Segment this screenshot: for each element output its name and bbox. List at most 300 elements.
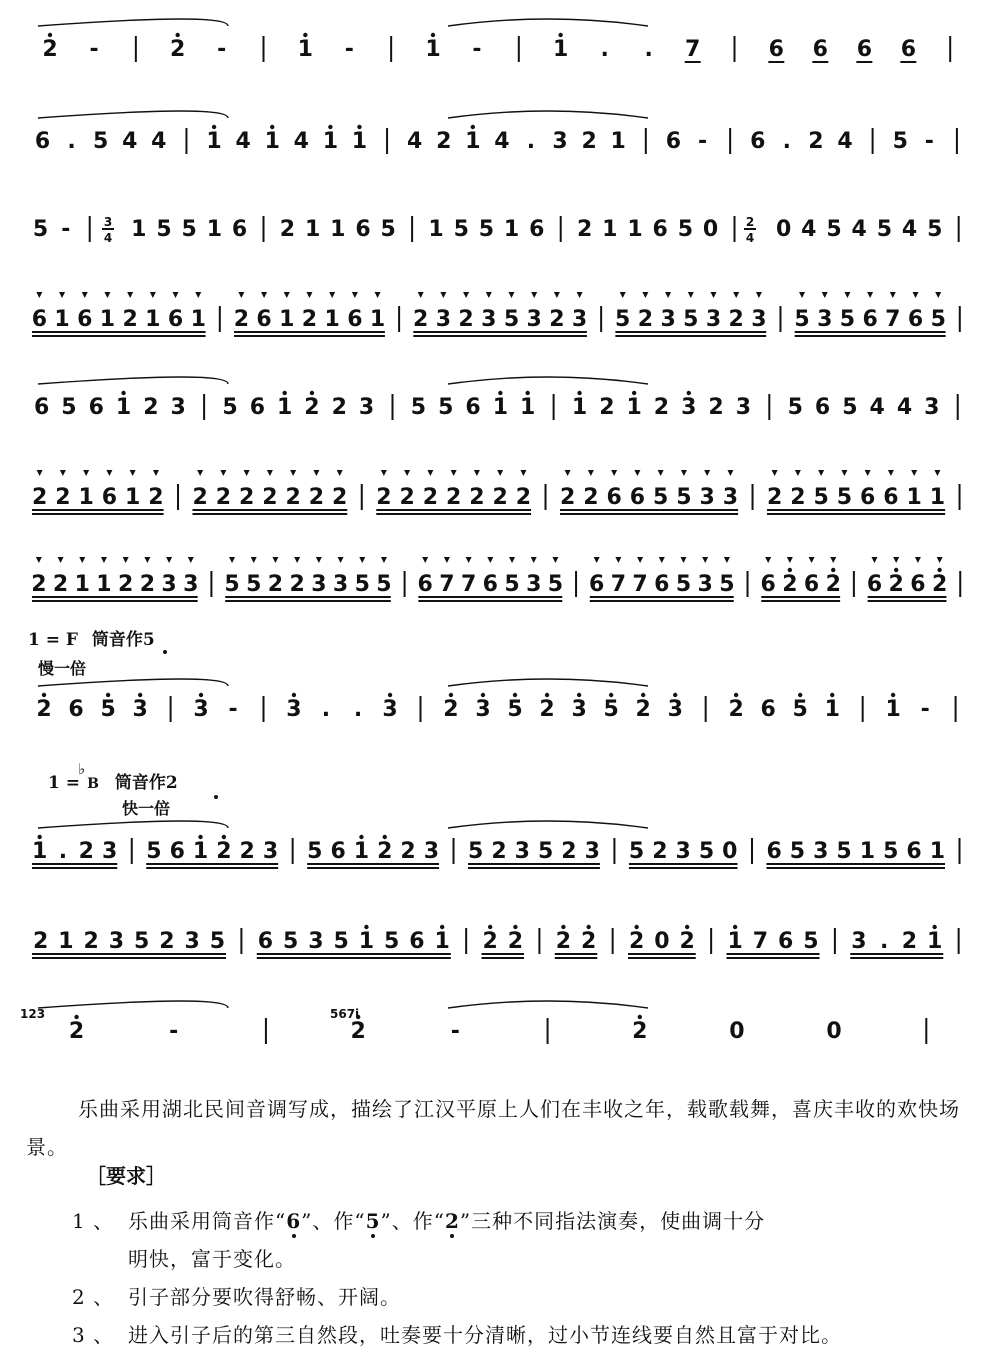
tongue-mark [83, 470, 89, 476]
note-0: 0 [826, 1019, 842, 1044]
note-6: 6 [330, 839, 346, 864]
octave-dot-high [383, 835, 387, 839]
note-0: 0 [702, 217, 719, 242]
tongue-mark [497, 470, 503, 476]
tongue-mark [251, 557, 257, 563]
octave-dot-high [638, 1015, 642, 1019]
note-6: 6 [812, 37, 828, 62]
tongue-mark [82, 292, 88, 298]
octave-dot-high [388, 693, 392, 697]
note-5: 5 [468, 839, 484, 864]
tongue-mark [381, 470, 387, 476]
tongue-mark [427, 470, 433, 476]
tongue-mark [795, 470, 801, 476]
note-2: 2 [159, 929, 175, 954]
note-1: 1 [58, 929, 74, 954]
note-3: 3 [571, 307, 588, 332]
requirement-1 [72, 1202, 972, 1278]
note-3: 3 [170, 395, 186, 420]
note-1: 1 [78, 485, 94, 510]
tongue-mark [337, 470, 343, 476]
note-5: 5 [927, 217, 943, 242]
octave-dot-high [481, 693, 485, 697]
note-dash: - [228, 697, 238, 722]
note-6: 6 [465, 395, 481, 420]
note-2: 2 [216, 839, 232, 864]
req1-continuation: 明快，富于变化。 [128, 1247, 296, 1271]
note-2: 2 [377, 839, 393, 864]
note-6: 6 [68, 697, 84, 722]
flat-sign: ♭ [78, 760, 86, 778]
octave-dot-high [42, 693, 46, 697]
octave-dot-high [798, 693, 802, 697]
tongue-mark [871, 557, 877, 563]
tongue-mark [704, 470, 710, 476]
octave-dot-high [48, 33, 52, 37]
note-2: 2 [308, 485, 325, 510]
note-dot: . [321, 697, 331, 722]
note-dot: . [67, 129, 76, 154]
note-2: 2 [238, 485, 255, 510]
note-2: 2 [628, 929, 645, 954]
note-2: 2 [679, 929, 695, 954]
note-5: 5 [677, 217, 694, 242]
slur-arc [448, 19, 648, 26]
note-6: 6 [77, 307, 93, 332]
octave-dot-high [545, 693, 549, 697]
octave-dot-high [270, 125, 274, 129]
note-5: 5 [603, 697, 619, 722]
tongue-mark [531, 292, 537, 298]
tongue-mark [765, 557, 771, 563]
note-6: 6 [167, 307, 184, 332]
note-5: 5 [794, 307, 810, 332]
note-4: 4 [494, 129, 510, 154]
tongue-mark [520, 470, 526, 476]
note-3: 3 [101, 839, 118, 864]
note-5: 5 [787, 395, 803, 420]
note-2: 2 [68, 1019, 85, 1044]
note-2: 2 [332, 485, 348, 510]
note-2: 2 [901, 929, 918, 954]
note-2: 2 [170, 37, 186, 62]
tongue-mark [711, 292, 717, 298]
tongue-mark [127, 292, 133, 298]
note-2: 2 [549, 307, 565, 332]
tongue-mark [733, 292, 739, 298]
tongue-mark [818, 470, 824, 476]
tongue-mark [888, 470, 894, 476]
tube-note-f-dot [163, 650, 167, 654]
tongue-mark [841, 470, 847, 476]
note-5: 5 [719, 572, 735, 597]
note-6: 6 [906, 839, 922, 864]
tongue-mark [197, 470, 203, 476]
tongue-mark [577, 292, 583, 298]
note-5: 5 [676, 485, 692, 510]
note-1: 1 [353, 839, 370, 864]
note-3: 3 [184, 929, 200, 954]
note-2: 2 [458, 307, 474, 332]
note-5: 5 [61, 395, 77, 420]
note-1: 1 [358, 929, 375, 954]
tongue-mark [688, 292, 694, 298]
note-4: 4 [407, 129, 423, 154]
note-dot: . [879, 929, 889, 954]
note-5: 5 [615, 307, 631, 332]
tongue-mark [799, 292, 805, 298]
note-5: 5 [842, 395, 858, 420]
note-1: 1 [369, 307, 386, 332]
note-2: 2 [790, 485, 806, 510]
requirement-3 [72, 1316, 972, 1354]
req1-note-5: 5 [366, 1202, 381, 1240]
note-1: 1 [125, 485, 141, 510]
slur-arc [448, 679, 648, 686]
note-2: 2 [581, 129, 597, 154]
note-5: 5 [224, 572, 240, 597]
note-3: 3 [552, 129, 568, 154]
note-3: 3 [817, 307, 833, 332]
note-2: 2 [32, 929, 49, 954]
tongue-mark [284, 292, 290, 298]
note-5: 5 [892, 129, 908, 154]
tongue-mark [642, 292, 648, 298]
note-6: 6 [652, 217, 668, 242]
note-2: 2 [482, 929, 498, 954]
note-6: 6 [417, 572, 433, 597]
tongue-mark [59, 292, 65, 298]
note-2: 2 [267, 572, 284, 597]
note-dash: - [217, 37, 227, 62]
note-2: 2 [233, 307, 250, 332]
tempo-slow [38, 656, 86, 679]
tongue-mark [508, 292, 514, 298]
note-1: 1 [520, 395, 536, 420]
tongue-mark [60, 470, 66, 476]
slur-arc [448, 377, 648, 384]
note-dash: - [472, 37, 482, 62]
note-1: 1 [264, 129, 280, 154]
tongue-mark [440, 292, 446, 298]
tongue-mark [594, 557, 600, 563]
note-4: 4 [122, 129, 138, 154]
note-dash: - [89, 37, 99, 62]
note-dot: . [782, 129, 792, 154]
note-1: 1 [602, 217, 618, 242]
note-2: 2 [583, 485, 599, 510]
note-2: 2 [539, 697, 555, 722]
note-6: 6 [33, 395, 50, 420]
tongue-mark [615, 557, 621, 563]
octave-dot-high [513, 925, 517, 929]
note-5: 5 [547, 572, 564, 597]
note-3: 3 [514, 839, 530, 864]
req1-text-c: ”、作“ [380, 1209, 445, 1233]
tempo-fast-label: 快一倍 [122, 799, 171, 818]
octave-dot-high [488, 925, 492, 929]
note-0: 0 [654, 929, 670, 954]
note-2: 2 [78, 839, 94, 864]
octave-dot-high [357, 125, 361, 129]
tongue-mark [329, 292, 335, 298]
note-3: 3 [161, 572, 177, 597]
note-2: 2 [559, 485, 576, 510]
note-6: 6 [257, 929, 274, 954]
note-7: 7 [439, 572, 455, 597]
tongue-mark [634, 470, 640, 476]
note-3: 3 [311, 572, 327, 597]
note-2: 2 [555, 929, 572, 954]
slur-arc [38, 111, 228, 118]
tongue-mark [509, 557, 515, 563]
note-3: 3 [735, 395, 752, 420]
note-2: 2 [576, 217, 593, 242]
octave-dot-high [525, 391, 529, 395]
octave-dot-high [282, 391, 286, 395]
key-change-f [28, 625, 155, 650]
piece-description: 乐曲采用湖北民间音调写成，描绘了江汉平原上人们在丰收之年，载歌载舞，喜庆丰收的欢快场景。 [26, 1097, 960, 1159]
octave-dot-high [561, 925, 565, 929]
note-1: 1 [929, 485, 946, 510]
tongue-mark [893, 557, 899, 563]
note-2: 2 [376, 485, 392, 510]
tongue-mark [552, 557, 558, 563]
tube-label-b: 筒音作 [114, 773, 166, 793]
tongue-mark [238, 292, 244, 298]
note-6: 6 [629, 485, 646, 510]
note-2: 2 [931, 572, 948, 597]
note-1: 1 [610, 129, 626, 154]
note-5: 5 [792, 697, 808, 722]
note-4: 4 [851, 217, 867, 242]
slur-arc [38, 679, 228, 686]
note-6: 6 [347, 307, 363, 332]
tongue-mark [150, 292, 156, 298]
note-5: 5 [803, 929, 819, 954]
note-6: 6 [355, 217, 371, 242]
req1-note-2: 2 [445, 1202, 460, 1240]
note-6: 6 [883, 485, 899, 510]
note-1: 1 [503, 217, 520, 242]
note-3: 3 [526, 572, 542, 597]
octave-dot-high [292, 693, 296, 697]
note-dash: - [924, 129, 934, 154]
note-4: 4 [869, 395, 885, 420]
tongue-mark [352, 292, 358, 298]
note-2: 2 [285, 485, 301, 510]
octave-dot-high [894, 568, 898, 572]
grace-note-567i: 567i [330, 1007, 360, 1021]
tongue-mark [620, 292, 626, 298]
note-2: 2 [215, 485, 232, 510]
octave-dot-high [431, 33, 435, 37]
req3-text: 进入引子后的第三自然段，吐奏要十分清晰，过小节连线要自然且富于对比。 [128, 1323, 842, 1347]
tongue-mark [681, 470, 687, 476]
note-1: 1 [571, 395, 588, 420]
note-1: 1 [885, 697, 901, 722]
note-6: 6 [766, 839, 782, 864]
octave-dot-high [577, 693, 581, 697]
tongue-mark [830, 557, 836, 563]
req2-text: 引子部分要吹得舒畅、开阔。 [128, 1285, 401, 1309]
note-2: 2 [148, 485, 164, 510]
octave-dot-high [199, 693, 203, 697]
octave-dot-high [310, 391, 314, 395]
note-5: 5 [537, 839, 554, 864]
octave-dot-high [222, 835, 226, 839]
tongue-mark [756, 292, 762, 298]
note-1: 1 [465, 129, 481, 154]
tube-label-f: 筒音作 [91, 630, 143, 650]
note-6: 6 [907, 307, 924, 332]
tongue-mark [104, 292, 110, 298]
note-6: 6 [768, 37, 784, 62]
note-3: 3 [697, 572, 713, 597]
note-6: 6 [654, 572, 670, 597]
note-4: 4 [151, 129, 167, 154]
note-5: 5 [410, 395, 427, 420]
note-5: 5 [652, 485, 669, 510]
octave-dot-high [364, 925, 368, 929]
tongue-mark [531, 557, 537, 563]
note-5: 5 [438, 395, 454, 420]
note-3: 3 [584, 839, 600, 864]
note-2: 2 [637, 307, 654, 332]
note-dot: . [353, 697, 363, 722]
note-5: 5 [246, 572, 262, 597]
note-3: 3 [526, 307, 542, 332]
note-6: 6 [862, 307, 878, 332]
note-3: 3 [183, 572, 199, 597]
note-2: 2 [782, 572, 798, 597]
note-1: 1 [322, 129, 339, 154]
tongue-mark [665, 292, 671, 298]
note-1: 1 [434, 929, 450, 954]
tongue-mark [381, 557, 387, 563]
slur-arc [448, 821, 648, 828]
req1-text-a: 乐曲采用筒音作“ [128, 1209, 287, 1233]
note-1: 1 [552, 37, 569, 62]
note-6: 6 [803, 572, 820, 597]
note-6: 6 [589, 572, 605, 597]
slur-arc [38, 377, 228, 384]
note-6: 6 [34, 129, 51, 154]
octave-dot-high [449, 693, 453, 697]
note-5: 5 [376, 572, 392, 597]
note-1: 1 [351, 129, 368, 154]
note-2: 2 [469, 485, 485, 510]
tongue-mark [935, 292, 941, 298]
tongue-mark [890, 292, 896, 298]
note-5: 5 [209, 929, 226, 954]
note-1: 1 [425, 37, 441, 62]
note-2: 2 [279, 217, 296, 242]
note-5: 5 [146, 839, 162, 864]
slur-arc [38, 19, 228, 26]
note-0: 0 [722, 839, 738, 864]
tongue-mark [913, 292, 919, 298]
tongue-mark [404, 470, 410, 476]
tongue-mark [106, 470, 112, 476]
octave-dot-high [198, 835, 202, 839]
octave-dot-high [37, 835, 41, 839]
note-2: 2 [36, 697, 52, 722]
note-dot: . [526, 129, 536, 154]
note-6: 6 [860, 485, 876, 510]
note-5: 5 [813, 485, 829, 510]
note-1: 1 [54, 307, 70, 332]
note-2: 2 [825, 572, 841, 597]
octave-dot-high [121, 391, 125, 395]
note-5: 5 [156, 217, 172, 242]
note-6: 6 [856, 37, 873, 62]
tongue-mark [867, 292, 873, 298]
note-dot: . [58, 839, 68, 864]
note-2: 2 [413, 307, 429, 332]
tube-note-f: 5 [142, 630, 155, 650]
tongue-mark [444, 557, 450, 563]
note-6: 6 [777, 929, 794, 954]
note-5: 5 [876, 217, 893, 242]
slur-arc [448, 111, 648, 118]
note-5: 5 [930, 307, 946, 332]
note-5: 5 [883, 839, 899, 864]
octave-dot-high [733, 925, 737, 929]
note-5: 5 [698, 839, 715, 864]
note-1: 1 [131, 217, 147, 242]
tongue-mark [937, 557, 943, 563]
octave-dot-high [641, 693, 645, 697]
slur-arc [448, 1001, 648, 1008]
note-1: 1 [115, 395, 132, 420]
note-0: 0 [729, 1019, 745, 1044]
tongue-mark [101, 557, 107, 563]
note-7: 7 [752, 929, 769, 954]
octave-dot-high [831, 568, 835, 572]
octave-dot-high [937, 568, 941, 572]
octave-dot-high [687, 391, 691, 395]
note-2: 2 [635, 697, 651, 722]
tongue-mark [915, 557, 921, 563]
time-sig-bottom: 4 [745, 231, 755, 245]
note-7: 7 [632, 572, 648, 597]
tongue-mark [865, 470, 871, 476]
note-5: 5 [181, 217, 197, 242]
note-2: 2 [422, 485, 439, 510]
tongue-mark [153, 470, 159, 476]
note-5: 5 [133, 929, 150, 954]
tongue-mark [487, 557, 493, 563]
note-3: 3 [705, 307, 722, 332]
note-6: 6 [88, 395, 104, 420]
tongue-mark [787, 557, 793, 563]
tongue-mark [188, 557, 194, 563]
note-2: 2 [491, 839, 507, 864]
note-1: 1 [627, 217, 643, 242]
note-1: 1 [304, 217, 321, 242]
octave-dot-high [74, 1015, 78, 1019]
note-6: 6 [760, 697, 776, 722]
tongue-mark [772, 470, 778, 476]
tongue-mark [195, 292, 201, 298]
note-6: 6 [231, 217, 248, 242]
note-4: 4 [837, 129, 853, 154]
note-2: 2 [766, 485, 783, 510]
note-1: 1 [926, 929, 943, 954]
req1-text-d: ”三种不同指法演奏，使曲调十分 [459, 1209, 766, 1233]
tongue-mark [123, 557, 129, 563]
